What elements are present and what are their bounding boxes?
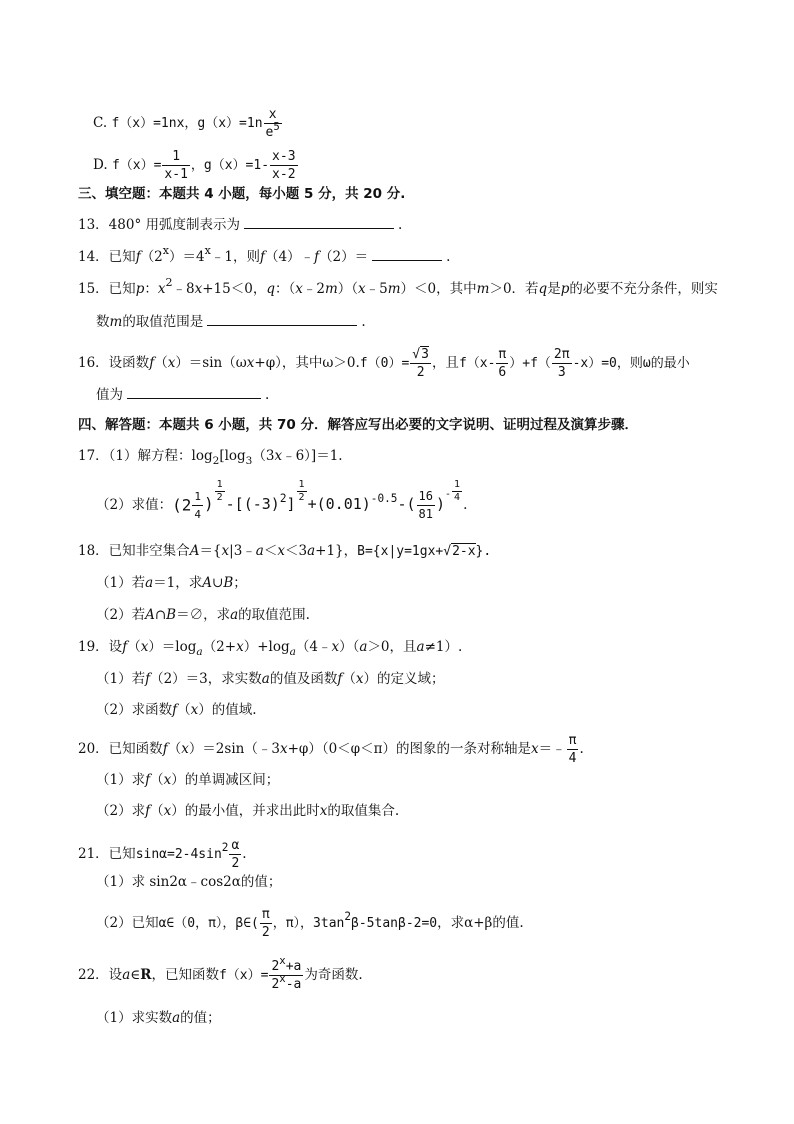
- option-c: C. f（x）=1nx，g（x）=1n $\frac{x}{e^5}$: [93, 107, 280, 140]
- question-13: 13．480° 用弧度制表示为 .: [78, 214, 402, 235]
- question-17: 17．（1）解方程：$\log_2[\log_3(3x﹣6)]=1$.: [78, 448, 343, 467]
- section-3-heading: 三、填空题：本题共 4 小题，每小题 5 分，共 20 分.: [78, 186, 406, 202]
- question-19-part1: （1）若f（2）＝3，求实数a的值及函数f（x）的定义域；: [96, 671, 445, 687]
- option-d-g-fraction: $\frac{x-3}{x-2}$: [272, 149, 296, 182]
- option-d: D. f（x）= $\frac{1}{x-1}$ ，g（x）=1- $\frac{x-3}{x-2}$: [93, 149, 296, 182]
- question-22-part1: （1）求实数a的值；: [96, 1010, 221, 1026]
- question-22: 22．设a∈R，已知函数f（x）= $\frac{2^x+a}{2^x-a}$ 为奇函数.: [78, 953, 363, 992]
- question-21-part1: （1）求 sin2α﹣cos2α的值；: [96, 874, 282, 890]
- option-c-text: f（x）=1nx，g（x）=1n: [111, 116, 263, 131]
- section-4-heading: 四、解答题：本题共 6 小题，共 70 分．解答应写出必要的文字说明、证明过程及演算步骤．: [78, 417, 638, 433]
- sqrt3-over-2: $\frac{√3}{2}$: [412, 347, 429, 380]
- question-21-part2: （2）已知α∈（0，π），β∈( $\frac{\pi}{2}$ ，π），$3\tan^2\beta-5\tan\beta-2=0$，求α+β的值.: [96, 907, 524, 940]
- question-18-part1: （1）若a＝1，求A∪B；: [96, 575, 247, 591]
- question-18-part2: （2）若A∩B＝∅，求a的取值范围.: [96, 607, 310, 623]
- question-21: 21．已知$\sin\alpha=2-4\sin^2$ $\frac{\alpha}{2}$ .: [78, 838, 247, 871]
- question-20: 20．已知函数f（x）＝2sin（﹣3x+φ）（0＜φ＜π）的图象的一条对称轴是x＝﹣ $\frac{\pi}{4}$ .: [78, 733, 584, 766]
- question-20-part1: （1）求f（x）的单调减区间；: [96, 772, 280, 788]
- question-16-line2: 值为 .: [96, 384, 269, 405]
- option-d-f-fraction: $\frac{1}{x-1}$: [164, 149, 188, 182]
- question-15-line2: 数m的取值范围是 .: [96, 311, 366, 332]
- question-19: 19．设$f(x)=\log_a(2+x)+\log_a(4﹣x)(a>0$，且a≠1）.: [78, 639, 463, 658]
- question-16: 16．设函数f（x）＝sin（ωx+φ），其中ω＞0.f（0）= $\frac{√3}{2}$ ，且f（x- $\frac{\pi}{6}$ ）+f（ $\frac{2\pi}{3}$ -x）=0，则ω的最小: [78, 347, 690, 380]
- answer-blank[interactable]: [207, 311, 357, 326]
- answer-blank[interactable]: [372, 246, 442, 261]
- answer-blank[interactable]: [244, 214, 394, 229]
- question-18: 18．已知非空集合A＝{x|3﹣a＜x＜3a+1}，B={x|y=1gx+√2-x}.: [78, 543, 492, 559]
- question-14: 14．已知$f(2^x)=4^x﹣1$，则f（4）﹣f（2）＝ .: [78, 244, 451, 265]
- option-c-fraction: $\frac{x}{e^5}$: [265, 107, 280, 140]
- answer-blank[interactable]: [127, 384, 261, 399]
- question-20-part2: （2）求f（x）的最小值，并求出此时x的取值集合.: [96, 803, 400, 819]
- question-17-part2: （2）求值：(2 $\frac{1}{4}$ ) $\frac{1}{2}$ $-[(-3)^2]$ $\frac{1}{2}$ $+(0.01)^{-0.5}-$( $\frac{16}{81}$ )- $\frac{1}{4}$ .: [96, 479, 468, 521]
- question-19-part2: （2）求函数f（x）的值域.: [96, 702, 257, 718]
- odd-function-fraction: $\frac{2^x+a}{2^x-a}$: [271, 953, 302, 992]
- question-15: 15．已知p：$x^2﹣8x+15<0$，q：（x﹣2m）（x﹣5m）＜0，其中m＞0．若q是p的必要不充分条件，则实: [78, 276, 718, 297]
